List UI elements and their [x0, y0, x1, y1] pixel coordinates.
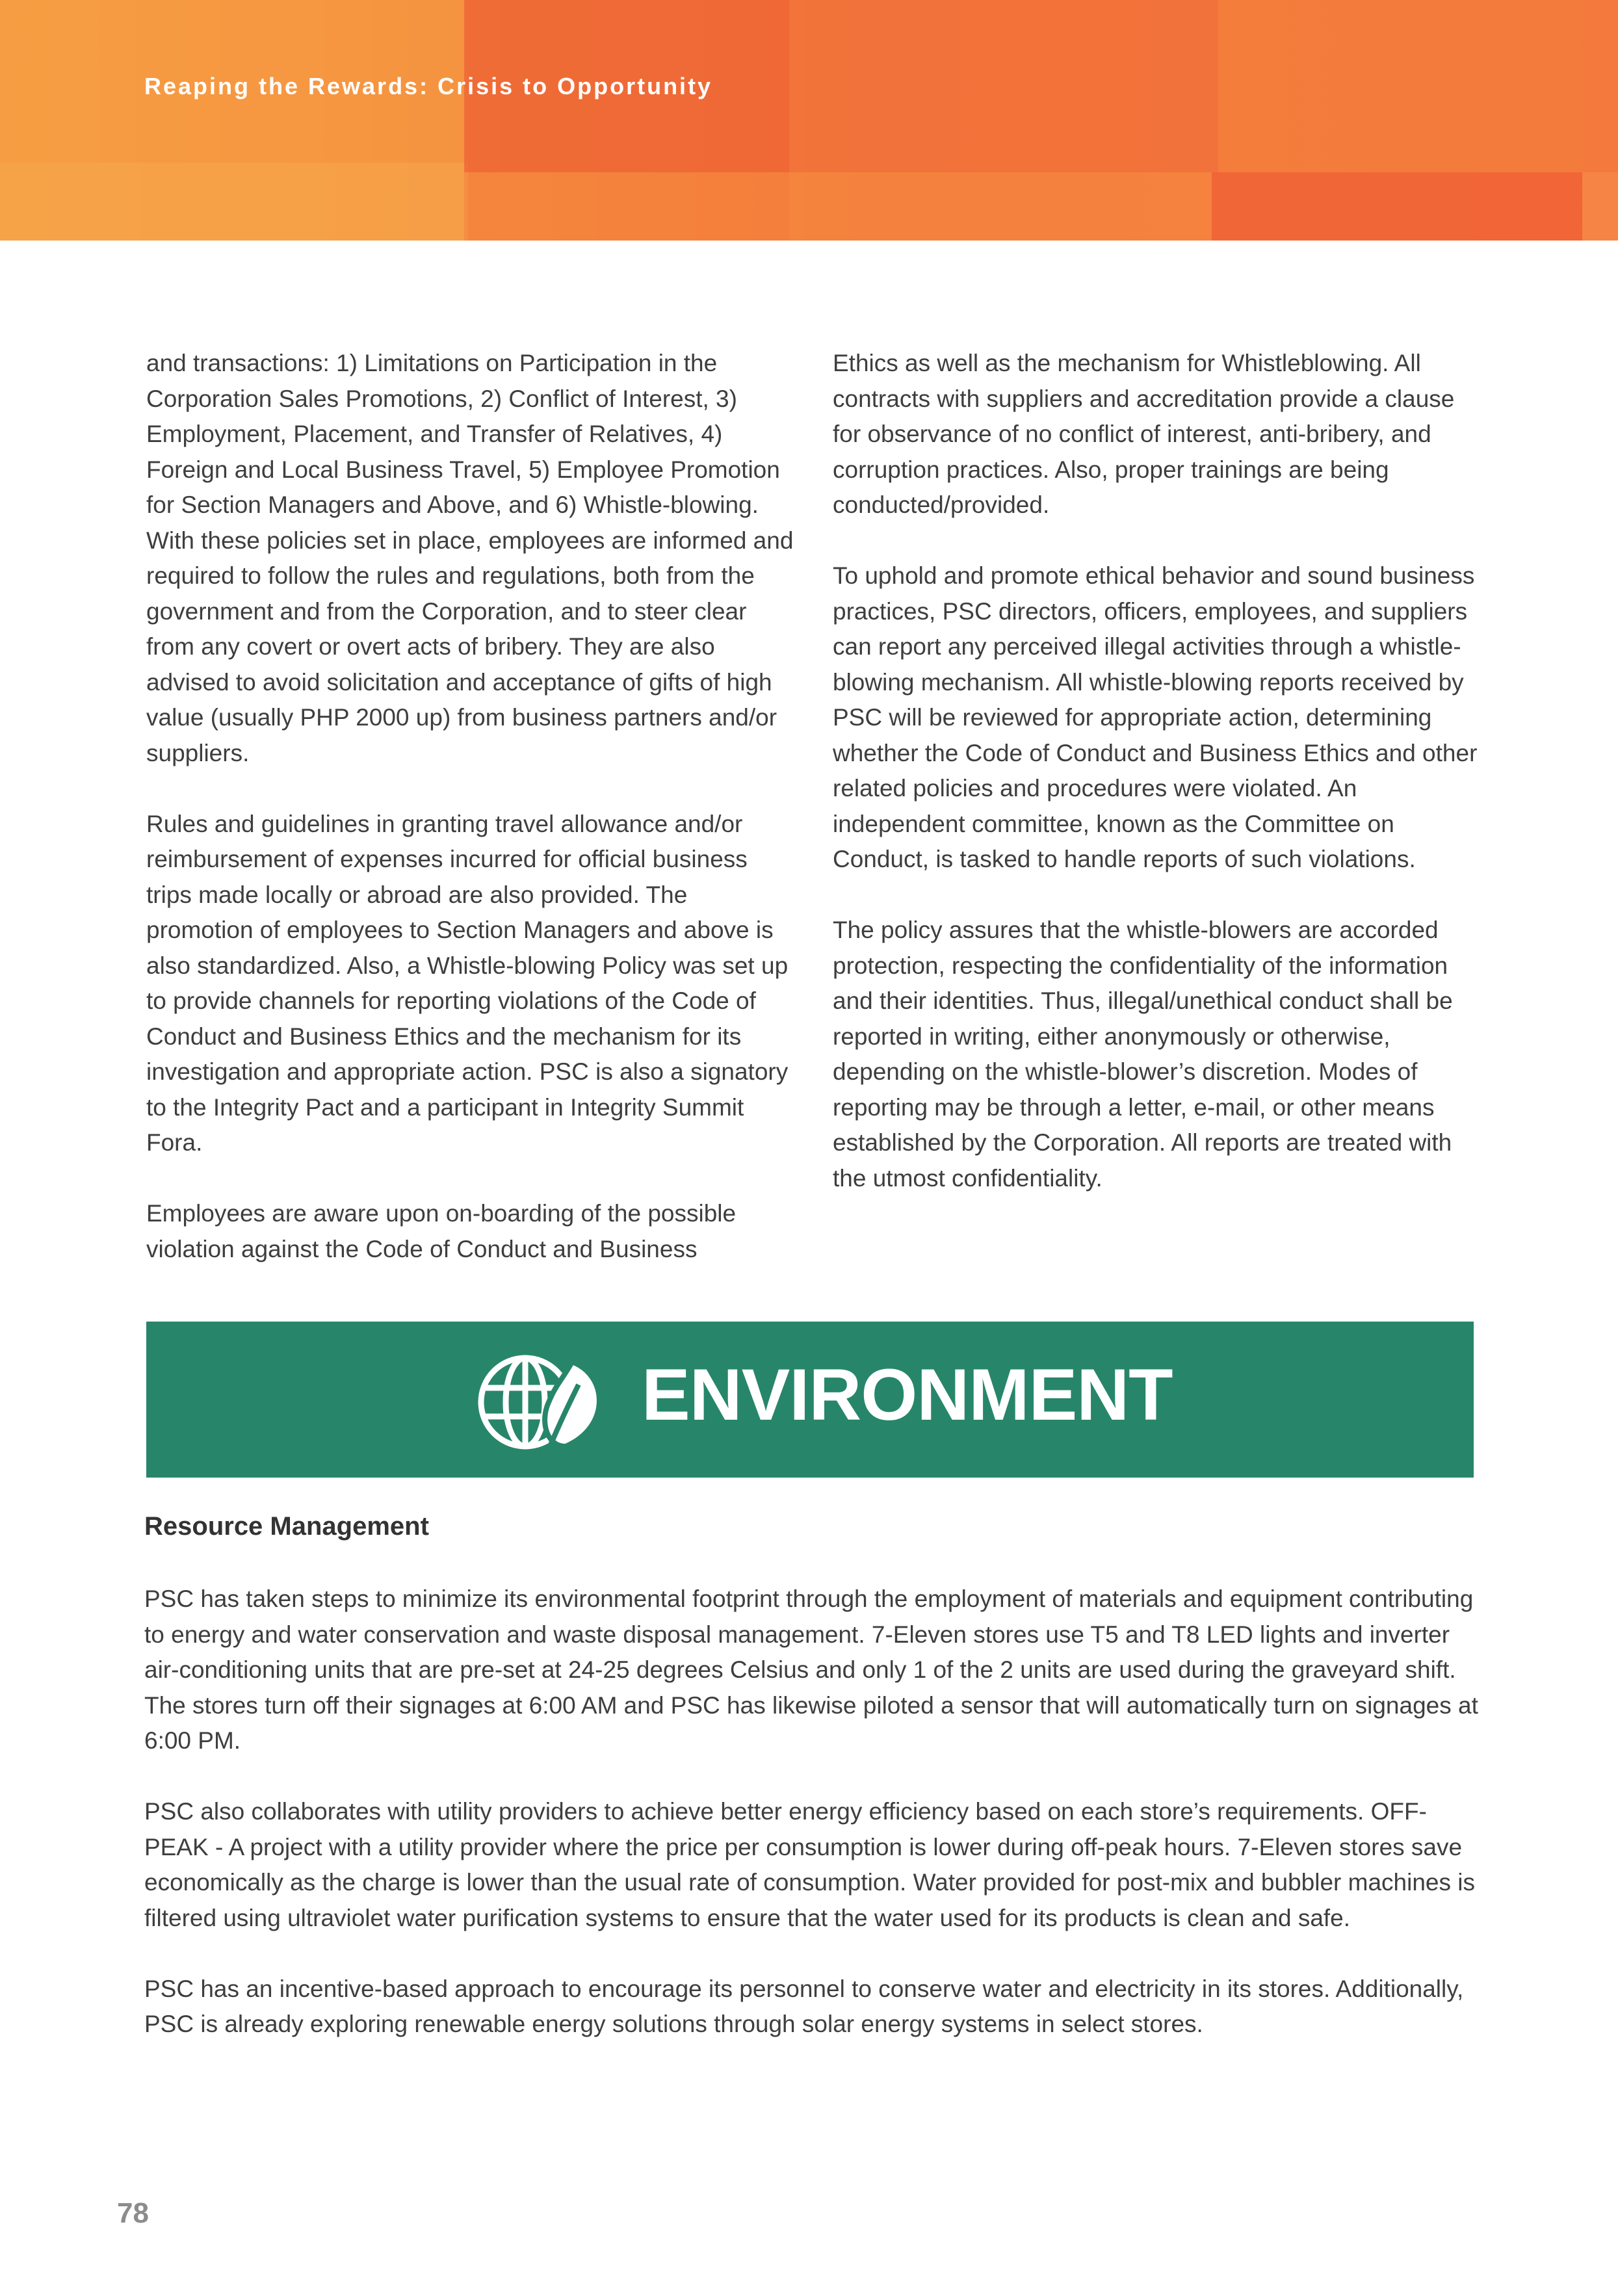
paragraph: PSC has taken steps to minimize its environmental footprint through the employment of materials and equipment contributing to energy and water conservation and waste disposal management. 7-Eleven stores use T5 and T8 LED lights and inverter air-conditioning units that are pre-set at 24-25 degrees Celsius and only 1 of the 2 units are used during the graveyard shift. The stores turn off their signages at 6:00 AM and PSC has likewise piloted a sensor that will automatically turn on signages at 6:00 PM.	[144, 1585, 1478, 1754]
banner-tile	[464, 172, 789, 241]
paragraph: Rules and guidelines in granting travel allowance and/or reimbursement of expenses incurred for official business trips made locally or abroad are also provided. The promotion of employees to Section Managers and above is also standardized. Also, a Whistle-blowing Policy was set up to provide channels for reporting violations of the Code of Conduct and Business Ethics and the mechanism for its investigation and appropriate action. PSC is also a signatory to the Integrity Pact and a participant in Integrity Summit Fora.	[146, 810, 789, 1156]
page-number: 78	[117, 2197, 149, 2229]
paragraph: The policy assures that the whistle-blowers are accorded protection, respecting the confidentiality of the information and their identities. Thus, illegal/unethical conduct shall be reported in writing, either anonymously or otherwise, depending on the whistle-blower’s discretion. Modes of reporting may be through a letter, e-mail, or other means established by the Corporation. All reports are treated with the utmost confidentiality.	[833, 917, 1453, 1192]
banner-tile	[789, 172, 1212, 241]
environment-section-banner	[146, 1322, 1474, 1478]
globe-leaf-icon	[475, 1349, 611, 1456]
banner-tile	[0, 163, 468, 241]
banner-tile	[789, 0, 1218, 172]
paragraph: and transactions: 1) Limitations on Participation in the Corporation Sales Promotions, 2) Conflict of Interest, 3) Employment, Placement, and Transfer of Relatives, 4) Foreign and Local Business Travel, 5) Employee Promotion for Section Managers and Above, and 6) Whistle-blowing. With these policies set in place, employees are informed and required to follow the rules and regulations, both from the government and from the Corporation, and to steer clear from any covert or overt acts of bribery. They are also advised to avoid solicitation and acceptance of gifts of high value (usually PHP 2000 up) from business partners and/or suppliers.	[146, 350, 794, 766]
banner-tile	[1218, 0, 1618, 172]
paragraph: PSC has an incentive-based approach to encourage its personnel to conserve water and electricity in its stores. Additionally, PSC is already exploring renewable energy solutions through solar energy systems in select stores.	[144, 1975, 1464, 2037]
subheading: Resource Management	[144, 1512, 429, 1541]
paragraph: Employees are aware upon on-boarding of the possible violation against the Code of Conduct and Business	[146, 1200, 737, 1262]
right-column	[833, 346, 1483, 1232]
environment-body	[144, 1582, 1483, 2078]
left-column	[146, 346, 796, 1303]
section-title: ENVIRONMENT	[642, 1354, 1173, 1435]
paragraph: Ethics as well as the mechanism for Whistleblowing. All contracts with suppliers and accreditation provide a clause for observance of no conflict of interest, anti-bribery, and corruption practices. Also, proper trainings are being conducted/provided.	[833, 350, 1455, 518]
banner-tile	[1582, 172, 1618, 241]
paragraph: PSC also collaborates with utility providers to achieve better energy efficiency based on each store’s requirements. OFF-PEAK - A project with a utility provider where the price per consumption is lower during off-peak hours. 7-Eleven stores save economically as the charge is lower than the usual rate of consumption. Water provided for post-mix and bubbler machines is filtered using ultraviolet water purification systems to ensure that the water used for its products is clean and safe.	[144, 1798, 1475, 1931]
paragraph: To uphold and promote ethical behavior and sound business practices, PSC directors, officers, employees, and suppliers can report any perceived illegal activities through a whistle-blowing mechanism. All whistle-blowing reports received by PSC will be reviewed for appropriate action, determining whether the Code of Conduct and Business Ethics and other related policies and procedures were violated. An independent committee, known as the Committee on Conduct, is tasked to handle reports of such violations.	[833, 562, 1478, 872]
header-banner	[0, 0, 1618, 241]
report-title: Reaping the Rewards: Crisis to Opportunity	[144, 73, 713, 99]
banner-tile	[1212, 172, 1582, 241]
